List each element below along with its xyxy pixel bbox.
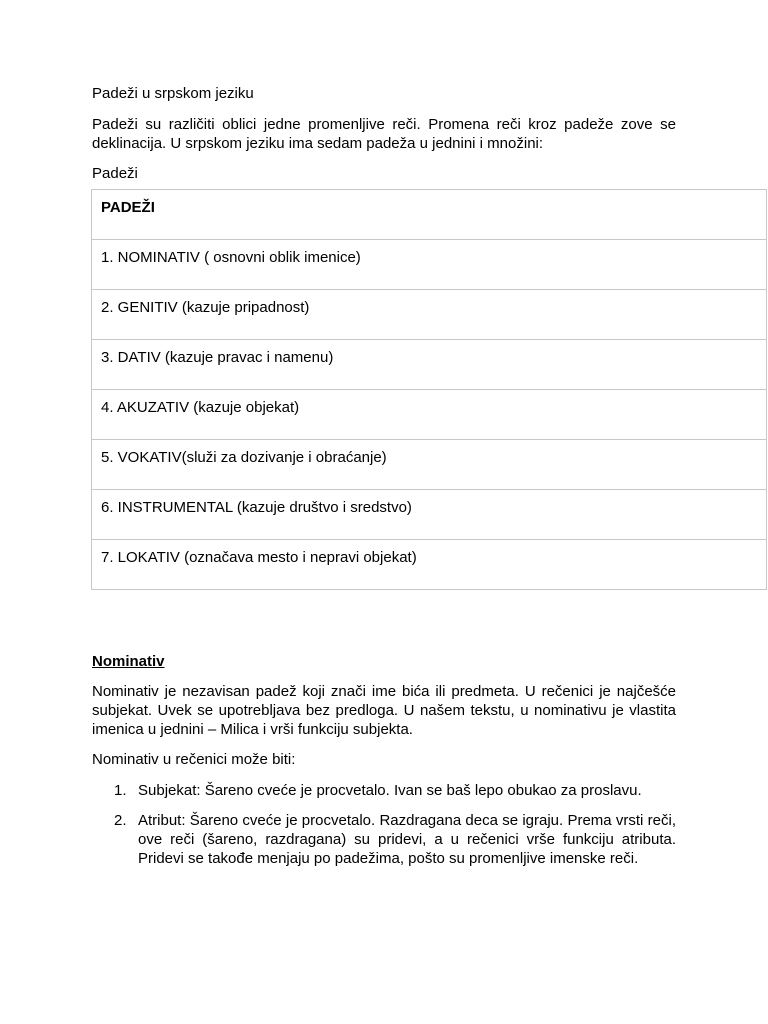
table-header-text: PADEŽI bbox=[101, 199, 155, 216]
table-row bbox=[92, 490, 767, 540]
table-cell bbox=[92, 340, 767, 390]
table-row bbox=[92, 290, 767, 340]
table-row bbox=[92, 390, 767, 440]
case-lokativ: 7. LOKATIV (označava mesto i nepravi objekat) bbox=[101, 549, 417, 566]
table-row bbox=[92, 540, 767, 590]
table-row bbox=[92, 240, 767, 290]
section-heading: Nominativ bbox=[92, 653, 165, 670]
table-cell bbox=[92, 290, 767, 340]
list-item bbox=[92, 781, 676, 800]
document-page bbox=[92, 84, 676, 879]
cases-table bbox=[91, 189, 767, 590]
list-intro: Nominativ u rečenici može biti: bbox=[92, 751, 296, 768]
table-header-row bbox=[92, 190, 767, 240]
table-header-cell bbox=[92, 190, 767, 240]
document-title: Padeži u srpskom jeziku bbox=[92, 85, 254, 102]
list-item-number: 2. bbox=[114, 812, 127, 829]
case-vokativ: 5. VOKATIV(služi za dozivanje i obraćanje) bbox=[101, 449, 387, 466]
table-row bbox=[92, 340, 767, 390]
table-cell bbox=[92, 440, 767, 490]
list-item-text: Subjekat: Šareno cveće je procvetalo. Ivan se baš lepo obukao za proslavu. bbox=[138, 782, 642, 799]
table-caption: Padeži bbox=[92, 165, 138, 182]
table-cell bbox=[92, 490, 767, 540]
examples-list bbox=[92, 781, 676, 868]
case-nominativ: 1. NOMINATIV ( osnovni oblik imenice) bbox=[101, 249, 361, 266]
case-akuzativ: 4. AKUZATIV (kazuje objekat) bbox=[101, 399, 300, 416]
case-dativ: 3. DATIV (kazuje pravac i namenu) bbox=[101, 349, 334, 366]
list-item-number: 1. bbox=[114, 782, 127, 799]
case-genitiv: 2. GENITIV (kazuje pripadnost) bbox=[101, 299, 310, 316]
intro-paragraph: Padeži su različiti oblici jedne promenljive reči. Promena reči kroz padeže zove se deklinacija. U srpskom jeziku ima sedam padeža u jednini i množini: bbox=[92, 116, 676, 152]
list-item-text: Atribut: Šareno cveće je procvetalo. Razdragana deca se igraju. Prema vrsti reči, ove reči (šareno, razdragana) su pridevi, a u rečenici vrše funkciju atributa. Pridevi se takođe menjaju po padežima, pošto su promenljive imenske reči. bbox=[138, 812, 676, 867]
list-item bbox=[92, 811, 676, 868]
table-cell bbox=[92, 540, 767, 590]
section-paragraph: Nominativ je nezavisan padež koji znači ime bića ili predmeta. U rečenici je najčešće subjekat. Uvek se upotrebljava bez predloga. U našem tekstu, u nominativu je vlastita imenica u jednini – Milica i vrši funkciju subjekta. bbox=[92, 683, 676, 738]
case-instrumental: 6. INSTRUMENTAL (kazuje društvo i sredstvo) bbox=[101, 499, 412, 516]
table-cell bbox=[92, 390, 767, 440]
table-row bbox=[92, 440, 767, 490]
table-cell bbox=[92, 240, 767, 290]
